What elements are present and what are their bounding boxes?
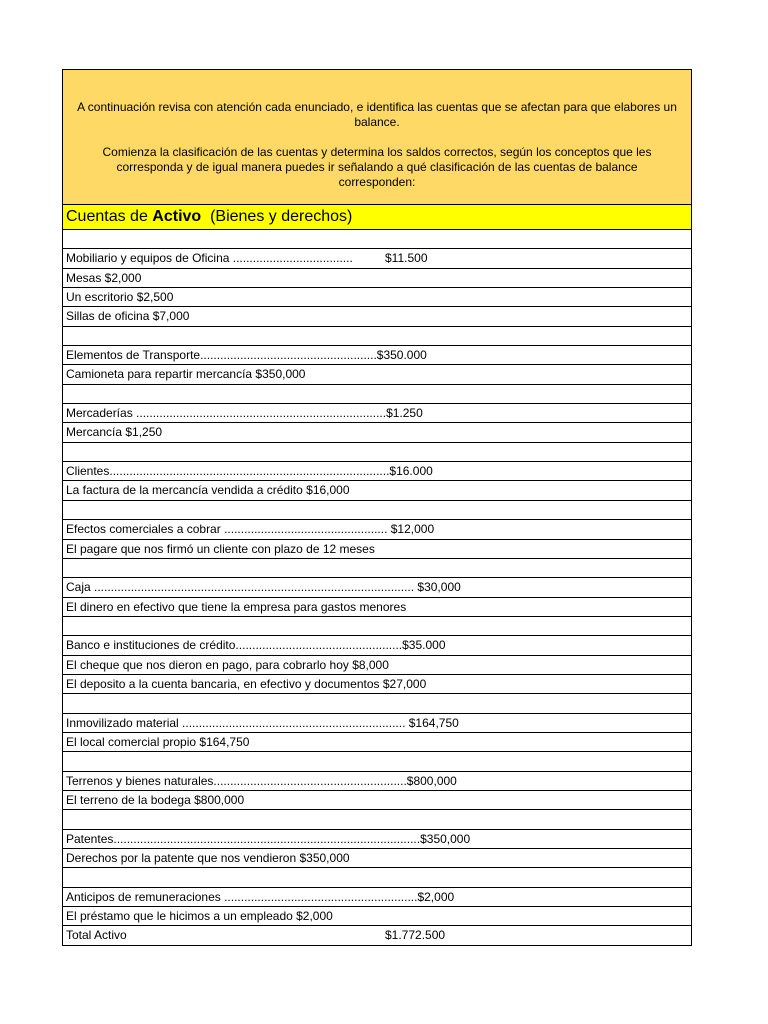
cell-text: Un escritorio $2,500 (66, 290, 174, 305)
instructions-paragraph-1: A continuación revisa con atención cada enunciado, e identifica las cuentas que se afectan para que elabores un balance. (77, 100, 677, 129)
cell-text: El terreno de la bodega $800,000 (66, 792, 245, 807)
header-prefix: Cuentas de (66, 208, 153, 225)
table-row[interactable] (62, 578, 692, 597)
instructions-paragraph-2: Comienza la clasificación de las cuentas y determina los saldos correctos, según los conceptos que les corresponda y de igual manera puedes ir señalando a qué clasificación de las cuentas de balance corresponden: (102, 145, 652, 189)
cell-text: Mercaderías ...........................................................................$1.250 (66, 406, 423, 421)
cell-text: Mobiliario y equipos de Oficina .................................... (66, 251, 353, 266)
header-bold: Activo (152, 208, 202, 225)
table-row[interactable] (62, 249, 692, 268)
table-row[interactable] (62, 501, 692, 520)
table-row[interactable] (62, 559, 692, 578)
rows (62, 230, 692, 946)
table-row[interactable] (62, 540, 692, 559)
cell-text: Elementos de Transporte.....................................................$350.000 (66, 348, 427, 363)
cell-text: Derechos por la patente que nos vendieron $350,000 (66, 851, 350, 865)
instructions-cell[interactable] (62, 69, 692, 205)
cell-text: El cheque que nos dieron en pago, para cobrarlo hoy $8,000 (66, 657, 389, 672)
cell-text: Mercancía $1,250 (66, 425, 163, 440)
table-row[interactable] (62, 462, 692, 481)
table-row[interactable] (62, 230, 692, 249)
cell-text: Sillas de oficina $7,000 (66, 309, 190, 324)
spreadsheet (62, 69, 692, 946)
cell-text: El local comercial propio $164,750 (66, 734, 250, 749)
total-amount: $1.772.500 (385, 928, 446, 943)
table-row[interactable] (62, 752, 692, 771)
table-row[interactable] (62, 365, 692, 384)
table-row[interactable] (62, 481, 692, 500)
table-row[interactable] (62, 636, 692, 655)
table-row[interactable] (62, 714, 692, 733)
cell-text: El deposito a la cuenta bancaria, en efectivo y documentos $27,000 (66, 676, 427, 691)
cell-text: Inmovilizado material ................................................................... $164,750 (66, 715, 459, 730)
table-row[interactable] (62, 772, 692, 791)
table-row[interactable] (62, 810, 692, 829)
table-row[interactable] (62, 307, 692, 326)
table-row[interactable] (62, 888, 692, 907)
cell-text: Caja ................................................................................................ $30,000 (66, 580, 461, 595)
cell-text: El dinero en efectivo que tiene la empresa para gastos menores (66, 599, 407, 614)
table-row[interactable] (62, 385, 692, 404)
table-row[interactable] (62, 849, 692, 868)
cell-text: Patentes............................................................................................$350,000 (66, 831, 471, 846)
cell-text: La factura de la mercancía vendida a crédito $16,000 (66, 483, 350, 498)
table-row[interactable] (62, 423, 692, 442)
table-row[interactable] (62, 733, 692, 752)
cell-text: El préstamo que le hicimos a un empleado $2,000 (66, 909, 333, 924)
table-row[interactable] (62, 926, 692, 945)
header-suffix: (Bienes y derechos) (201, 208, 353, 225)
table-row[interactable] (62, 868, 692, 887)
table-row[interactable] (62, 520, 692, 539)
cell-text: Terrenos y bienes naturales..........................................................$800,000 (66, 773, 457, 788)
table-row[interactable] (62, 327, 692, 346)
cell-text: Banco e instituciones de crédito..................................................$35.000 (66, 638, 446, 653)
amount-cell: $11.500 (385, 251, 428, 266)
cell-text: El pagare que nos firmó un cliente con plazo de 12 meses (66, 541, 375, 556)
table-row[interactable] (62, 443, 692, 462)
table-row[interactable] (62, 346, 692, 365)
table-row[interactable] (62, 791, 692, 810)
table-row[interactable] (62, 907, 692, 926)
table-row[interactable] (62, 598, 692, 617)
table-row[interactable] (62, 830, 692, 849)
table-row[interactable] (62, 288, 692, 307)
table-row[interactable] (62, 269, 692, 288)
table-row[interactable] (62, 404, 692, 423)
table-row[interactable] (62, 617, 692, 636)
table-row[interactable] (62, 656, 692, 675)
cell-text: Anticipos de remuneraciones ..........................................................$2,000 (66, 889, 455, 904)
table-row[interactable] (62, 675, 692, 694)
cell-text: Clientes....................................................................................$16.000 (66, 464, 433, 479)
section-header[interactable] (62, 205, 692, 230)
cell-text: Total Activo (66, 928, 127, 943)
table-row[interactable] (62, 694, 692, 713)
cell-text: Efectos comerciales a cobrar ................................................. $12,000 (66, 522, 435, 537)
cell-text: Mesas $2,000 (66, 270, 142, 285)
cell-text: Camioneta para repartir mercancía $350,000 (66, 367, 306, 382)
